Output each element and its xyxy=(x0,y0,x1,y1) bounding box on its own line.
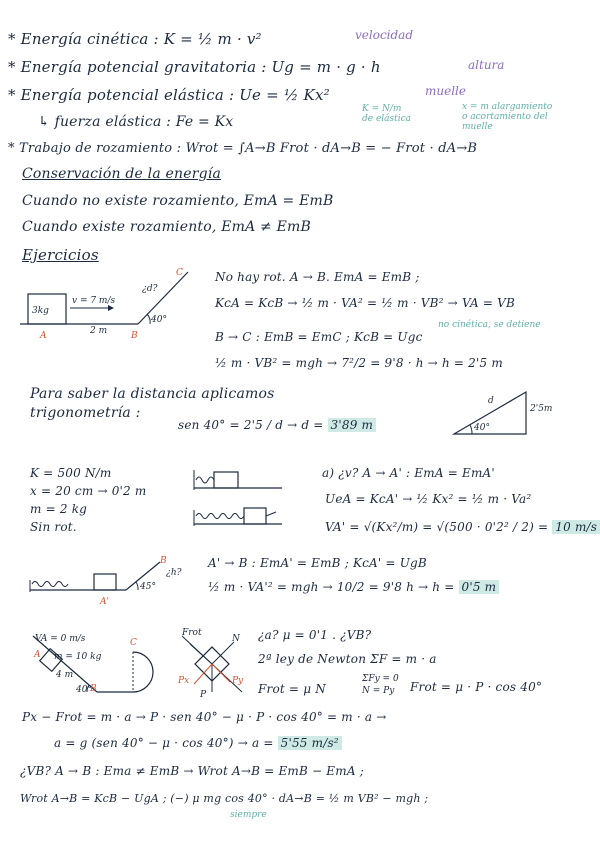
ex3-point-b: B xyxy=(90,684,97,694)
ex2-line2: UeA = KcA' → ½ Kx² = ½ m · Va² xyxy=(325,492,532,506)
ex1-point-a: A xyxy=(40,331,47,341)
ex2-line5-text: ½ m · VA'² = mgh → 10/2 = 9'8 h → h = xyxy=(208,580,459,594)
ex3-frot-result: Frot = μ · P · cos 40° xyxy=(410,680,543,694)
ex3-angle: 40° xyxy=(76,685,92,695)
ex3-line2-text: a = g (sen 40° − μ · cos 40°) → a = xyxy=(54,736,278,750)
ex2-line5 xyxy=(208,580,499,594)
x-note: x = m alargamiento o acortamiento del muelle xyxy=(462,102,553,132)
ex3-given-v: VA = 0 m/s xyxy=(35,634,86,644)
ex1-line2: KcA = KcB → ½ m · VA² = ½ m · VB² → VA = VB xyxy=(215,296,516,310)
ex1-distance: 2 m xyxy=(90,326,108,336)
elastic-note: muelle xyxy=(425,84,466,98)
ex2-line3 xyxy=(325,520,600,534)
elastic-force-formula: ↳ fuerza elástica : Fe = Kx xyxy=(38,114,234,130)
ex3-frot-eq: Frot = μ N xyxy=(258,682,326,696)
elastic-energy-formula: * Energía potencial elástica : Ue = ½ Kx² xyxy=(8,86,330,104)
gravitational-note: altura xyxy=(468,58,505,72)
ex1-tri-h: 2'5m xyxy=(530,404,553,414)
ex2-line1: a) ¿v? A → A' : EmA = EmA' xyxy=(322,466,495,480)
ex1-block-mass: 3kg xyxy=(32,306,49,316)
ex2-spring-diagrams xyxy=(192,470,287,530)
ex3-newton: 2ª ley de Newton ΣF = m · a xyxy=(258,652,437,666)
ex3-line1: Px − Frot = m · a → P · sen 40° − μ · P · cos 40° = m · a → xyxy=(22,710,387,724)
ex1-line4: ½ m · VB² = mgh → 7²/2 = 9'8 · h → h = 2'5 m xyxy=(215,356,503,370)
ex1-distance-result: 3'89 m xyxy=(328,418,377,432)
ex3-sum-fy: ΣFy = 0 xyxy=(362,674,399,684)
conservation-no-friction: Cuando no existe rozamiento, EmA = EmB xyxy=(22,193,334,209)
ex2-question: ¿h? xyxy=(166,568,182,578)
ex3-question: ¿a? μ = 0'1 . ¿VB? xyxy=(258,628,372,642)
ex2-point-a-prime: A' xyxy=(100,597,109,607)
ex2-line3-text: VA' = √(Kx²/m) = √(500 · 0'2² / 2) = xyxy=(325,520,553,534)
ex1-point-c: C xyxy=(176,268,183,278)
ex2-velocity-result: 10 m/s xyxy=(552,520,600,534)
ex3-force-p: P xyxy=(200,690,207,700)
ex2-given-m: m = 2 kg xyxy=(30,502,88,516)
ex1-tri-d: d xyxy=(488,396,494,406)
ex3-line4: Wrot A→B = KcB − UgA ; (−) μ mg cos 40° · dA→B = ½ m VB² − mgh ; xyxy=(20,792,429,805)
conservation-with-friction: Cuando existe rozamiento, EmA ≠ EmB xyxy=(22,219,312,235)
ex2-given-k: K = 500 N/m xyxy=(30,466,112,480)
ex1-tri-angle: 40° xyxy=(474,423,490,433)
ex3-point-a: A xyxy=(34,650,41,660)
ex3-force-frot: Frot xyxy=(182,628,202,638)
ex1-line6: trigonometría : xyxy=(30,405,141,421)
ex2-angle: 45° xyxy=(140,582,156,592)
ex1-line7-text: sen 40° = 2'5 / d → d = xyxy=(178,418,328,432)
ex3-force-py: Py xyxy=(232,676,244,686)
ex2-line4: A' → B : EmA' = EmB ; KcA' = UgB xyxy=(208,556,427,570)
ex3-line2 xyxy=(54,736,342,750)
ex3-force-px: Px xyxy=(178,676,190,686)
ex2-given-friction: Sin rot. xyxy=(30,520,77,534)
exercises-title: Ejercicios xyxy=(22,246,99,264)
ex1-line5: Para saber la distancia aplicamos xyxy=(30,386,275,402)
ex1-line7 xyxy=(178,418,376,432)
ex3-point-c: C xyxy=(130,638,137,648)
ex2-ramp-diagram xyxy=(30,560,195,605)
ex1-question: ¿d? xyxy=(142,284,158,294)
ex1-line1: No hay rot. A → B. EmA = EmB ; xyxy=(215,270,420,284)
ex3-n-eq: N = Py xyxy=(362,686,395,696)
ex1-line3-note: no cinética, se detiene xyxy=(438,320,541,330)
ex2-point-b: B xyxy=(160,556,167,566)
ex2-height-result: 0'5 m xyxy=(459,580,500,594)
kinetic-energy-formula: * Energía cinética : K = ½ m · v² xyxy=(8,30,262,48)
ex1-angle: 40° xyxy=(151,315,167,325)
gravitational-energy-formula: * Energía potencial gravitatoria : Ug = m · g · h xyxy=(8,58,381,76)
ex3-line4-note: siempre xyxy=(230,810,267,820)
ex2-given-x: x = 20 cm → 0'2 m xyxy=(30,484,147,498)
ex3-distance: 4 m xyxy=(56,670,74,680)
ex3-acceleration-result: 5'55 m/s² xyxy=(278,736,342,750)
ex1-point-b: B xyxy=(131,331,138,341)
conservation-title: Conservación de la energía xyxy=(22,166,222,182)
friction-work-formula: * Trabajo de rozamiento : Wrot = ∫A→B Frot · dA→B = − Frot · dA→B xyxy=(8,141,478,156)
k-units-note: K = N/m de elástica xyxy=(362,104,412,124)
ex3-line3: ¿VB? A → B : Ema ≠ EmB → Wrot A→B = EmB − EmA ; xyxy=(20,764,364,778)
ex3-force-n: N xyxy=(232,634,240,644)
ex1-line3: B → C : EmB = EmC ; KcB = Ugc xyxy=(215,330,423,344)
kinetic-note: velocidad xyxy=(355,28,414,42)
ex1-velocity: v = 7 m/s xyxy=(72,296,116,306)
ex3-given-m: m = 10 kg xyxy=(54,652,102,662)
